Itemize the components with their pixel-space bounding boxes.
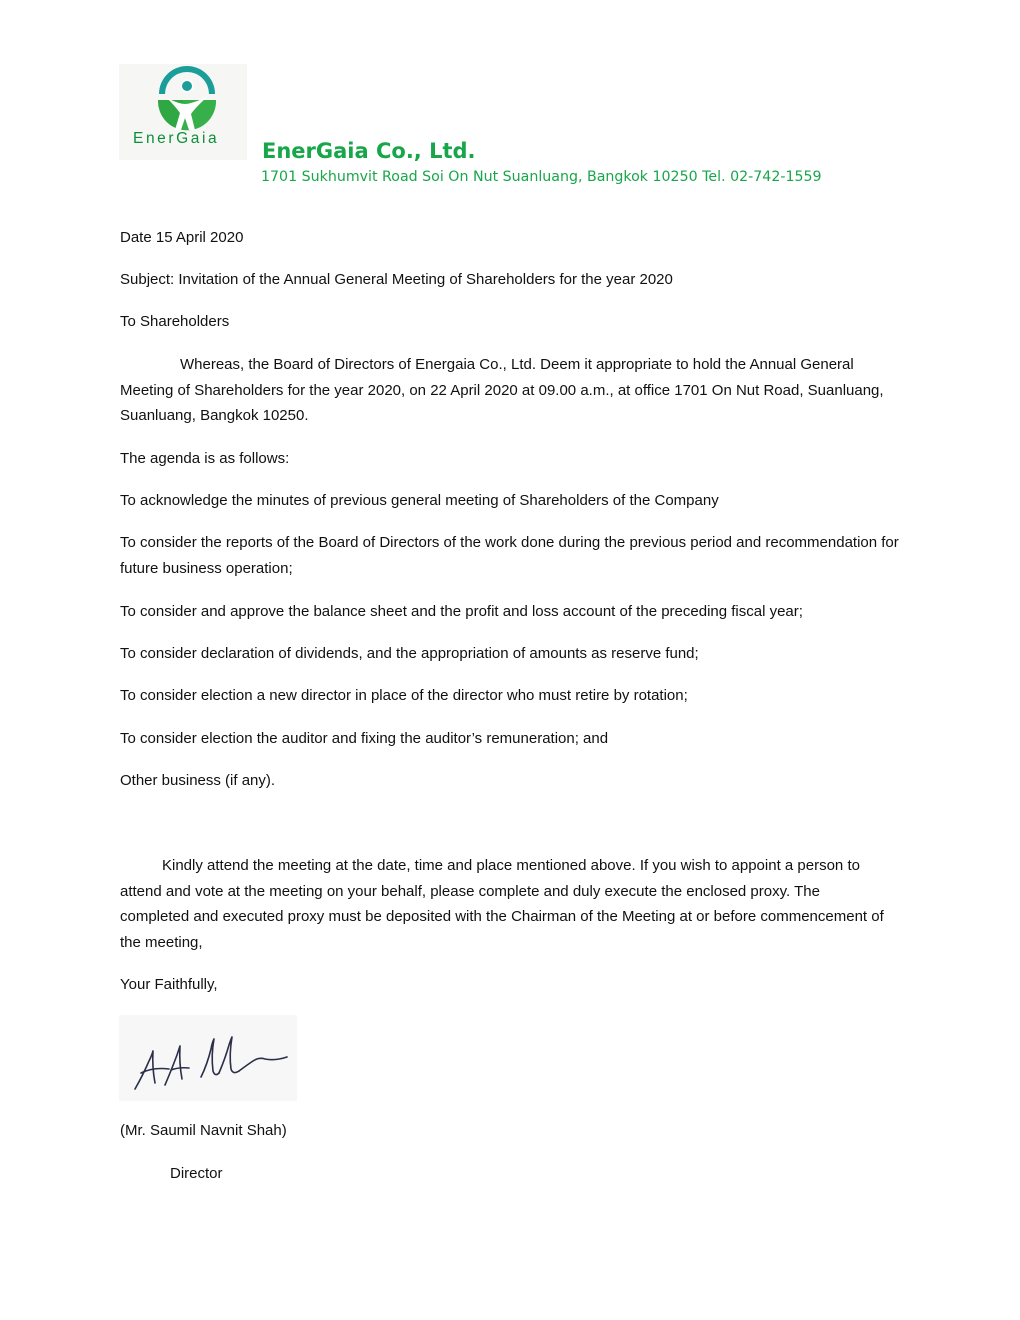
agenda-item: To consider declaration of dividends, and the appropriation of amounts as reserve fund; <box>120 645 699 662</box>
logo-wordmark: EnerGaia <box>133 130 220 147</box>
company-name: EnerGaia Co., Ltd. <box>262 139 476 163</box>
intro-paragraph: Whereas, the Board of Directors of Energaia Co., Ltd. Deem it appropriate to hold the Annual General Meeting of Shareholders for the year 2020, on 22 April 2020 at 09.00 a.m., at office 1701 On Nut Road, Suanluang, Suanluang, Bangkok 10250. <box>120 356 884 424</box>
closing-paragraph: Kindly attend the meeting at the date, time and place mentioned above. If you wish to appoint a person to attend and vote at the meeting on your behalf, please complete and duly execute the enclosed proxy. The completed and executed proxy must be deposited with the Chairman of the Meeting at or before commencement of the meeting, <box>120 857 884 951</box>
agenda-item: Other business (if any). <box>120 772 276 789</box>
agenda-item: To consider election a new director in place of the director who must retire by rotation; <box>120 687 688 704</box>
agenda-item: To consider election the auditor and fixing the auditor’s remuneration; and <box>120 730 609 747</box>
agenda-item: To consider the reports of the Board of Directors of the work done during the previous period and recommendation for future business operation; <box>120 534 899 577</box>
letter-subject: Subject: Invitation of the Annual General Meeting of Shareholders for the year 2020 <box>120 271 673 288</box>
agenda-heading: The agenda is as follows: <box>120 450 290 467</box>
signatory-name: (Mr. Saumil Navnit Shah) <box>120 1122 287 1139</box>
handwritten-signature <box>119 1015 297 1101</box>
signature-icon <box>119 1015 297 1101</box>
letter-date: Date 15 April 2020 <box>120 229 244 246</box>
signatory-title: Director <box>170 1165 223 1182</box>
company-logo <box>119 64 247 160</box>
agenda-item: To consider and approve the balance sheet and the profit and loss account of the preceding fiscal year; <box>120 603 803 620</box>
sign-off: Your Faithfully, <box>120 976 218 993</box>
salutation: To Shareholders <box>120 313 230 330</box>
agenda-item: To acknowledge the minutes of previous general meeting of Shareholders of the Company <box>120 492 719 509</box>
company-address: 1701 Sukhumvit Road Soi On Nut Suanluang, Bangkok 10250 Tel. 02-742-1559 <box>261 169 822 185</box>
